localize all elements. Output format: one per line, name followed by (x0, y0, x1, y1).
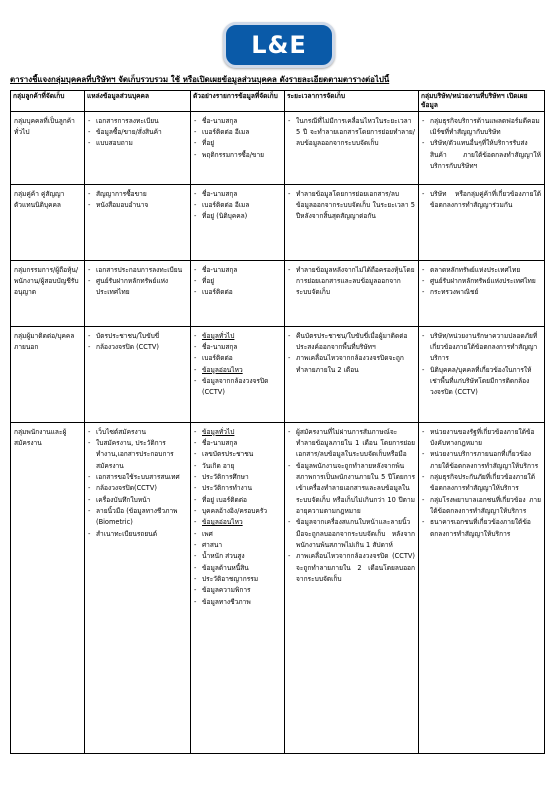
cell-retention-list (288, 116, 415, 150)
cell-examples-list (194, 116, 281, 161)
cell-disclosure-list (422, 331, 541, 399)
list-item: - ข้อมูลทั่วไป (194, 427, 281, 438)
list-item: - ข้อมูลอ่อนไหว (194, 517, 281, 528)
list-item: - ประวัติการศึกษา (194, 472, 281, 483)
list-item: - ศาสนา (194, 540, 281, 551)
header-group: กลุ่มลูกค้าที่จัดเก็บ (11, 91, 85, 112)
cell-examples-list (194, 331, 281, 399)
cell-retention-list (288, 189, 415, 223)
list-item: - ข้อมูลจากเครื่องสแกนใบหน้าและลายนิ้วมือจะถูกลบออกจากระบบจัดเก็บ หลังจากพนักงานพ้นสภาพไม่เกิน 1 สัปดาห์ (288, 517, 415, 551)
list-item: - คืนบัตรประชาชน/ใบขับขี่เมื่อผู้มาติดต่อประสงค์ออกจากพื้นที่บริษัทฯ (288, 331, 415, 354)
cell-source (85, 260, 191, 326)
cell-group: กลุ่มผู้มาติดต่อ/บุคคลภายนอก (11, 326, 85, 422)
list-item: - ที่อยู่ (194, 138, 281, 149)
list-item: - บุคคลอ้างอิง/ครอบครัว (194, 506, 281, 517)
cell-source-list (88, 116, 187, 150)
list-item: - บริษัท/หน่วยงานรักษาความปลอดภัยที่เกี่ยวข้องภายใต้ข้อตกลงการทำสัญญาบริการ (422, 331, 541, 365)
list-item: - ข้อมูลทั่วไป (194, 331, 281, 342)
header-examples: ตัวอย่างรายการข้อมูลที่จัดเก็บ (191, 91, 285, 112)
list-item: - ศูนย์รับฝากหลักทรัพย์แห่งประเทศไทย (88, 276, 187, 299)
list-item: - กลุ่มธุรกิจบริการด้านแพลตฟอร์มดีคอมเมิร์ซที่ทำสัญญากับบริษัท (422, 116, 541, 139)
list-item: - ข้อมูลซื้อ/ขาย/สั่งสินค้า (88, 127, 187, 138)
list-item: - ทำลายข้อมูลโดยการย่อยเอกสาร/ลบข้อมูลออกจากระบบจัดเก็บ ในระยะเวลา 5 ปีหลังจากสิ้นสุดสัญญาต่อกัน (288, 189, 415, 223)
list-item: - เลขบัตรประชาชน (194, 449, 281, 460)
list-item: - บัตรประชาชน/ใบขับขี่ (88, 331, 187, 342)
list-item: - กล้องวงจรปิด (CCTV) (88, 342, 187, 353)
list-item: - เพศ (194, 529, 281, 540)
header-source: แหล่งข้อมูลส่วนบุคคล (85, 91, 191, 112)
list-item: - ภาพเคลื่อนไหวจากกล้องวงจรปิดจะถูกทำลายภายใน 2 เดือน (288, 353, 415, 376)
list-item: - บริษัท หรือกลุ่มคู่ค้าที่เกี่ยวข้องภายใต้ข้อตกลงการทำสัญญาร่วมกัน (422, 189, 541, 212)
list-item: - บริษัท/ตัวแทนอื่นๆที่ให้บริการรับส่งสินค้า ภายใต้ข้อตกลงทำสัญญาให้บริการกับบริษัทฯ (422, 138, 541, 172)
list-item: - ในกรณีที่ไม่มีการเคลื่อนไหวในระยะเวลา 5 ปี จะทำลายเอกสารโดยการย่อยทำลาย/ลบข้อมูลออกจากระบบจัดเก็บ (288, 116, 415, 150)
list-item: - กระทรวงพาณิชย์ (422, 287, 541, 298)
document-title: ตารางชี้แจงกลุ่มบุคคลที่บริษัทฯ จัดเก็บรวบรวม ใช้ หรือเปิดเผยข้อมูลส่วนบุคคล ดังรายละเอียดตามตารางต่อไปนี้ (10, 75, 390, 84)
cell-retention-list (288, 427, 415, 586)
cell-disclosure-list (422, 265, 541, 299)
list-item: - ประวัติการทำงาน (194, 483, 281, 494)
cell-source (85, 111, 191, 184)
list-item: - เอกสารประกอบการลงทะเบียน (88, 265, 187, 276)
cell-retention (285, 111, 419, 184)
cell-examples (191, 111, 285, 184)
cell-examples (191, 422, 285, 753)
list-item: - ที่อยู่ (194, 276, 281, 287)
cell-disclosure-list (422, 189, 541, 212)
cell-disclosure (419, 326, 545, 422)
list-item: - ทำลายข้อมูลหลังจากไม่ได้ถือครองหุ้นโดยการย่อยเอกสารและลบข้อมูลออกจากระบบจัดเก็บ (288, 265, 415, 299)
list-item: - ชื่อ-นามสกุล (194, 342, 281, 353)
table-row (11, 111, 545, 184)
list-item: - ศูนย์รับฝากหลักทรัพย์แห่งประเทศไทย (422, 276, 541, 287)
cell-group: กลุ่มกรรมการ/ผู้ถือหุ้น/พนักงาน/ผู้สอบบัญชีรับอนุญาต (11, 260, 85, 326)
list-item: - ข้อมูลความพิการ (194, 585, 281, 596)
cell-source (85, 422, 191, 753)
list-item: - ชื่อ-นามสกุล (194, 265, 281, 276)
list-item: - กลุ่มธุรกิจประกันภัยที่เกี่ยวข้องภายใต้ข้อตกลงการทำสัญญาให้บริการ (422, 472, 541, 495)
cell-retention-list (288, 265, 415, 299)
list-item: - ใบสมัครงาน, ประวัติการทำงาน,เอกสารประกอบการสมัครงาน (88, 438, 187, 472)
list-item: - ข้อมูลพนักงานจะถูกทำลายหลังจากพ้นสภาพการเป็นพนักงานภายใน 5 ปีโดยการเข้าเครื่องทำลายเอกสารและลบข้อมูลในระบบจัดเก็บ หรือเก็บไม่เกินกว่า 10 ปีตามอายุความตามกฎหมาย (288, 461, 415, 518)
list-item: - ข้อมูลทางชีวภาพ (194, 597, 281, 608)
list-item: - ชื่อ-นามสกุล (194, 189, 281, 200)
list-item: - แบบสอบถาม (88, 138, 187, 149)
cell-disclosure (419, 260, 545, 326)
list-item: - หน่วยงานของรัฐที่เกี่ยวข้องภายใต้ข้อบังคับทางกฎหมาย (422, 427, 541, 450)
table-row (11, 260, 545, 326)
list-item: - เอกสารการลงทะเบียน (88, 116, 187, 127)
table-row (11, 326, 545, 422)
cell-group: กลุ่มคู่ค้า คู่สัญญา ตัวแทนนิติบุคคล (11, 184, 85, 260)
cell-source (85, 326, 191, 422)
cell-retention (285, 326, 419, 422)
cell-source (85, 184, 191, 260)
list-item: - กลุ่มโรงพยาบาลเอกชนที่เกี่ยวข้อง ภายใต้ข้อตกลงการทำสัญญาให้บริการ (422, 495, 541, 518)
list-item: - ชื่อ-นามสกุล (194, 438, 281, 449)
list-item: - ภาพเคลื่อนไหวจากกล้องวงจรปิด (CCTV) จะถูกทำลายภายใน 2 เดือนโดยลบออกจากระบบจัดเก็บ (288, 551, 415, 585)
cell-examples (191, 260, 285, 326)
cell-retention (285, 260, 419, 326)
cell-retention-list (288, 331, 415, 376)
table-header-row (11, 91, 545, 112)
list-item: - ชื่อ-นามสกุล (194, 116, 281, 127)
header-retention: ระยะเวลาการจัดเก็บ (285, 91, 419, 112)
header-disclosure: กลุ่มบริษัท/หน่วยงานที่บริษัทฯ เปิดเผยข้อมูล (419, 91, 545, 112)
list-item: - ข้อมูลอ่อนไหว (194, 365, 281, 376)
list-item: - เอกสารขอใช้ระบบสารสนเทศ (88, 472, 187, 483)
list-item: - ข้อมูลจากกล้องวงจรปิด (CCTV) (194, 376, 281, 399)
cell-examples-list (194, 189, 281, 223)
list-item: - หน่วยงานบริการภายนอกที่เกี่ยวข้องภายใต้ข้อตกลงการทำสัญญาให้บริการ (422, 449, 541, 472)
cell-examples (191, 326, 285, 422)
list-item: - ธนาคารเอกชนที่เกี่ยวข้องภายใต้ข้อตกลงการทำสัญญาให้บริการ (422, 517, 541, 540)
table-row (11, 184, 545, 260)
cell-disclosure (419, 184, 545, 260)
list-item: - น้ำหนัก ส่วนสูง (194, 551, 281, 562)
cell-retention (285, 184, 419, 260)
cell-source-list (88, 189, 187, 212)
company-logo: L&E (223, 22, 335, 68)
list-item: - เครื่องบันทึกใบหน้า (88, 495, 187, 506)
cell-source-list (88, 331, 187, 354)
cell-disclosure-list (422, 116, 541, 173)
cell-group: กลุ่มพนักงานและผู้สมัครงาน (11, 422, 85, 753)
cell-disclosure-list (422, 427, 541, 540)
cell-source-list (88, 265, 187, 299)
list-item: - ที่อยู่ เบอร์ติดต่อ (194, 495, 281, 506)
list-item: - ตลาดหลักทรัพย์แห่งประเทศไทย (422, 265, 541, 276)
list-item: - นิติบุคคล/บุคคลที่เกี่ยวข้องในการให้เช่าพื้นที่แก่บริษัทโดยมีการติดกล้องวงจรปิด (CCTV) (422, 365, 541, 399)
list-item: - ลายนิ้วมือ (ข้อมูลทางชีวภาพ (Biometric) (88, 506, 187, 529)
list-item: - หนังสือมอบอำนาจ (88, 200, 187, 211)
list-item: - เบอร์ติดต่อ (194, 287, 281, 298)
list-item: - กล้องวงจรปิด(CCTV) (88, 483, 187, 494)
cell-retention (285, 422, 419, 753)
cell-disclosure (419, 422, 545, 753)
list-item: - พฤติกรรมการซื้อ/ขาย (194, 150, 281, 161)
cell-group: กลุ่มบุคคลที่เป็นลูกค้าทั่วไป (11, 111, 85, 184)
list-item: - เว็บไซต์สมัครงาน (88, 427, 187, 438)
cell-examples-list (194, 427, 281, 608)
cell-disclosure (419, 111, 545, 184)
list-item: - ประวัติอาชญากรรม (194, 574, 281, 585)
cell-examples (191, 184, 285, 260)
list-item: - วันเกิด อายุ (194, 461, 281, 472)
list-item: - สำเนาทะเบียนรถยนต์ (88, 529, 187, 540)
cell-examples-list (194, 265, 281, 299)
table-row (11, 422, 545, 753)
list-item: - ผู้สมัครงานที่ไม่ผ่านการสัมภาษณ์จะทำลายข้อมูลภายใน 1 เดือน โดยการย่อยเอกสาร/ลบข้อมูลในระบบจัดเก็บหรือมือ (288, 427, 415, 461)
list-item: - เบอร์ติดต่อ (194, 353, 281, 364)
list-item: - เบอร์ติดต่อ อีเมล (194, 200, 281, 211)
list-item: - เบอร์ติดต่อ อีเมล (194, 127, 281, 138)
cell-source-list (88, 427, 187, 540)
personal-data-table (10, 90, 545, 754)
list-item: - สัญญาการซื้อขาย (88, 189, 187, 200)
list-item: - ข้อมูลด้านหนี้สิน (194, 563, 281, 574)
list-item: - ที่อยู่ (นิติบุคคล) (194, 211, 281, 222)
